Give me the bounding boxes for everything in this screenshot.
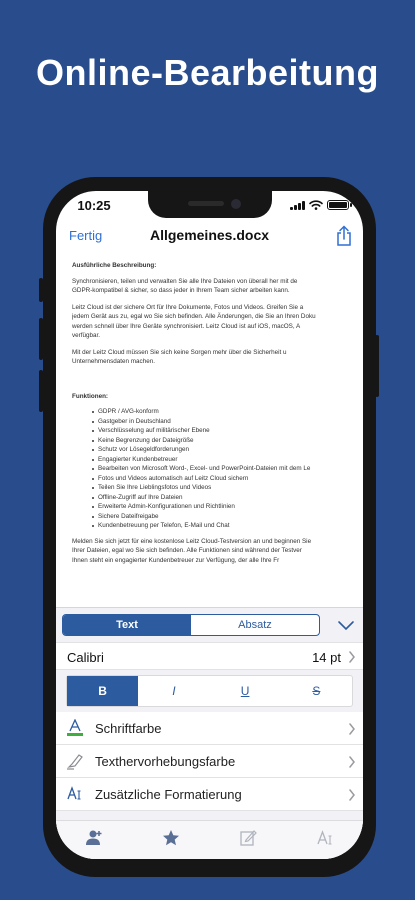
done-button[interactable]: Fertig [69,228,103,243]
feature-item: GDPR / AVG-konform [92,407,363,417]
notch [148,191,272,218]
format-segmented-control [62,614,320,636]
headline: Online-Bearbeitung [35,52,380,93]
feature-item: Erweiterte Admin-Konfigurationen und Richtlinien [92,502,363,512]
doc-line: Ihrer Dateien, egal wo Sie sich befinden. Alle Funktionen sind während der Testver [72,547,302,554]
phone-power-button [375,335,379,397]
doc-line: Leitz Cloud ist der sichere Ort für Ihre Dokumente, Fotos und Videos. Greifen Sie a [72,303,304,311]
doc-paragraph [72,537,363,566]
phone-side-button [39,278,43,302]
doc-line: Unternehmensdaten machen. [72,358,155,365]
feature-item: Bearbeiten von Microsoft Word-, Excel- und PowerPoint-Dateien mit dem Le [92,464,363,474]
doc-line: Ihnen steht ein engagierter Kundenbetreuer zur Verfügung, der alle Ihre Fr [72,556,280,564]
add-user-icon [85,829,103,847]
format-menu [56,712,363,811]
feature-item: Teilen Sie Ihre Lieblingsfotos und Videos [92,483,363,493]
doc-line: Synchronisieren, teilen und verwalten Sie alle Ihre Dateien von überall her mit de [72,277,298,285]
highlighter-icon [66,752,84,770]
menu-highlight-color[interactable] [56,745,363,778]
doc-paragraph [72,348,363,367]
menu-label: Zusätzliche Formatierung [95,787,242,802]
italic-button[interactable]: I [172,684,176,698]
toolbar-add-user[interactable] [56,821,133,859]
doc-paragraph [72,277,363,296]
navbar [56,219,363,255]
chevron-right-icon [348,651,356,663]
phone-volume-down [39,370,43,412]
signal-icon [290,200,305,210]
text-format-icon [316,829,334,847]
underline-button[interactable]: U [240,684,250,698]
chevron-right-icon [348,789,356,801]
doc-line: Melden Sie sich jetzt für eine kostenlose Leitz Cloud-Testversion an und beginnen Sie [72,537,312,545]
share-icon[interactable] [335,225,353,247]
star-icon [162,829,180,847]
text-style-buttons [66,675,353,707]
font-name: Calibri [67,650,104,665]
formatting-panel [56,607,363,859]
toolbar-text-format[interactable] [286,821,363,859]
doc-paragraph [72,303,363,341]
feature-item: Sichere Dateifreigabe [92,512,363,522]
tab-text[interactable]: Text [63,615,191,635]
toolbar-edit[interactable] [210,821,287,859]
document-title: Allgemeines.docx [149,227,270,243]
tab-paragraph[interactable]: Absatz [238,619,272,631]
feature-item: Keine Begrenzung der Dateigröße [92,436,363,446]
feature-item: Schutz vor Lösegeldforderungen [92,445,363,455]
font-size: 14 pt [312,650,341,665]
feature-item: Gastgeber in Deutschland [92,417,363,427]
feature-item: Kundenbetreuung per Telefon, E-Mail und Chat [92,521,363,531]
speaker [188,201,224,206]
menu-label: Schriftfarbe [95,721,162,736]
font-color-icon [66,719,84,737]
doc-line: werden schnell über Ihre Geräte synchronisiert. Leitz Cloud ist auf iOS, macOS, A [72,322,301,330]
doc-line: verfügbar. [72,332,101,339]
bold-button[interactable]: B [67,676,138,706]
status-icons [290,200,349,210]
menu-font-color[interactable] [56,712,363,745]
feature-item: Offline-Zugriff auf Ihre Dateien [92,493,363,503]
doc-line: Mit der Leitz Cloud müssen Sie sich keine Sorgen mehr über die Sicherheit u [72,348,287,356]
toolbar-favorite[interactable] [133,821,210,859]
battery-icon [327,200,349,210]
chevron-down-icon[interactable] [337,618,355,632]
feature-item: Fotos und Videos automatisch auf Leitz Cloud sichern [92,474,363,484]
document-content[interactable] [72,261,363,607]
text-format-icon [66,785,84,803]
doc-heading: Ausführliche Beschreibung: [72,262,157,269]
font-selector[interactable] [56,642,363,670]
doc-heading: Funktionen: [72,392,109,400]
feature-list [92,407,363,531]
doc-line: GDPR-kompatibel & sicher, so dass jeder in Ihrem Team sicher arbeiten kann. [72,287,290,294]
camera [231,199,241,209]
chevron-right-icon [348,756,356,768]
menu-additional-formatting[interactable] [56,778,363,811]
phone-screen [56,191,363,859]
menu-label: Texthervorhebungsfarbe [95,754,236,769]
doc-line: jedem Gerät aus zu, egal wo Sie sich befinden. Alle Änderungen, die Sie an Ihren Doku [72,313,316,320]
feature-item: Verschlüsselung auf militärischer Ebene [92,426,363,436]
chevron-right-icon [348,723,356,735]
phone-volume-up [39,318,43,360]
wifi-icon [309,200,323,210]
bottom-toolbar [56,820,363,859]
strikethrough-button[interactable]: S [312,684,321,698]
edit-icon [239,829,257,847]
feature-item: Engagierter Kundenbetreuer [92,455,363,465]
status-time: 10:25 [77,198,111,213]
